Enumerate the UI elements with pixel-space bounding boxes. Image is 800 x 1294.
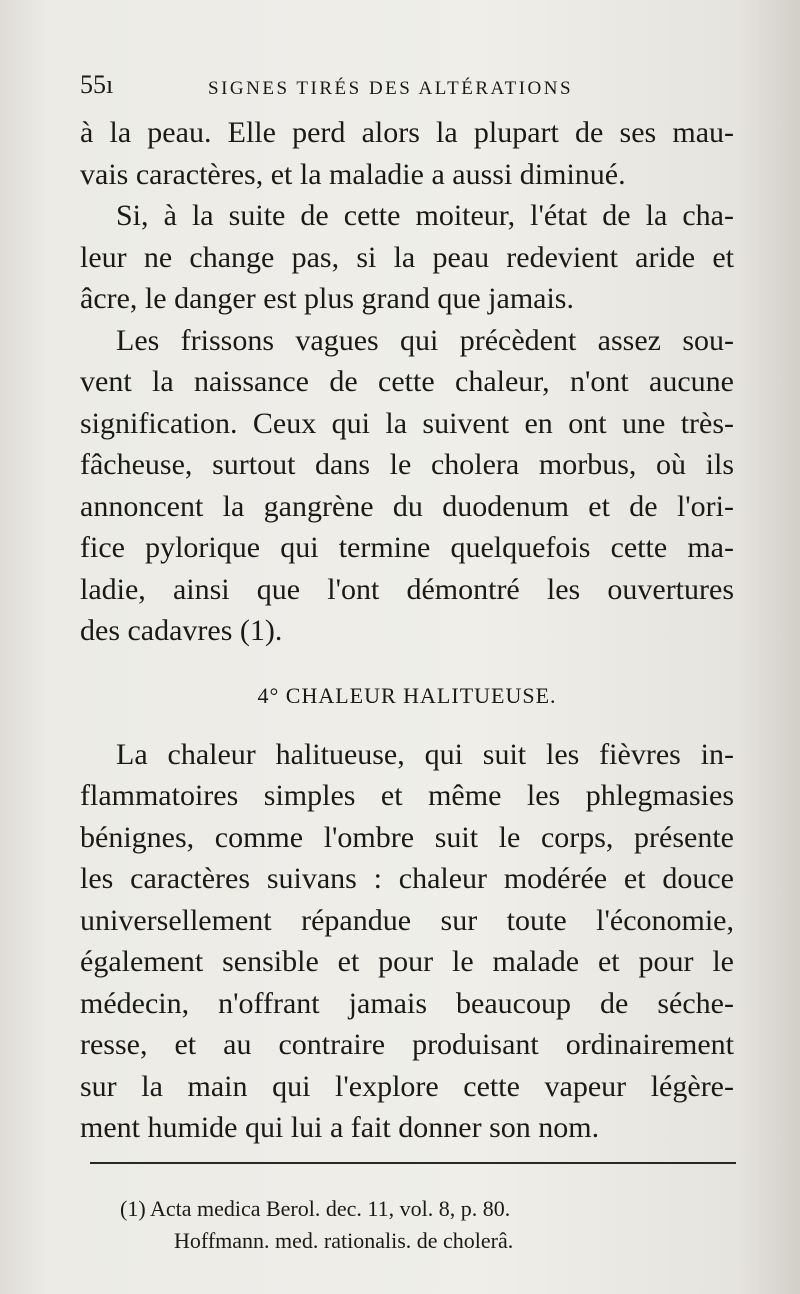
text-line: âcre, le danger est plus grand que jamais. [80,282,574,315]
text-line: à la peau. Elle perd alors la plupart de ses mau- [80,116,734,149]
text-line: médecin, n'offrant jamais beaucoup de séche- [80,986,734,1020]
body-text [80,112,734,1149]
text-line: ment humide qui lui a fait donner son nom. [80,1111,600,1144]
text-line: flammatoires simples et même les phlegmasies [80,779,734,812]
text-line: Si, à la suite de cette moiteur, l'état de la cha- [116,199,734,232]
text-line: ladie, ainsi que l'ont démontré les ouvertures [80,572,734,606]
text-line: leur ne change pas, si la peau redevient aride et [80,240,734,274]
text-line: bénignes, comme l'ombre suit le corps, présente [80,820,734,854]
text-line: les caractères suivans : chaleur modérée et douce [80,862,734,895]
text-line: La chaleur halitueuse, qui suit les fièvres in- [116,737,734,771]
text-line: vent la naissance de cette chaleur, n'ont aucune [80,365,734,398]
text-line: signification. Ceux qui la suivent en ont une très- [80,406,734,440]
text-line: fice pylorique qui termine quelquefois cette ma- [80,531,734,564]
footnote-line: Hoffmann. med. rationalis. de cholerâ. [174,1228,514,1253]
running-title: SIGNES TIRÉS DES ALTÉRATIONS [208,78,574,99]
text-line: fâcheuse, surtout dans le cholera morbus, où ils [80,448,734,481]
footnote [120,1193,740,1257]
footnote-divider [90,1162,736,1164]
text-line: sur la main qui l'explore cette vapeur légère- [80,1069,734,1103]
text-line: annoncent la gangrène du duodenum et de l'ori- [80,489,734,523]
text-line: resse, et au contraire produisant ordinairement [80,1028,734,1061]
text-line: des cadavres (1). [80,614,283,647]
text-line: également sensible et pour le malade et pour le [80,945,734,978]
text-line: universellement répandue sur toute l'économie, [80,903,734,937]
footnote-line: (1) Acta medica Berol. dec. 11, vol. 8, p. 80. [120,1196,511,1221]
text-line: vais caractères, et la maladie a aussi diminué. [80,157,626,191]
text-line: Les frissons vagues qui précèdent assez sou- [116,323,734,357]
section-heading: 4° CHALEUR HALITUEUSE. [257,682,557,708]
page-number: 55ı [80,70,114,99]
